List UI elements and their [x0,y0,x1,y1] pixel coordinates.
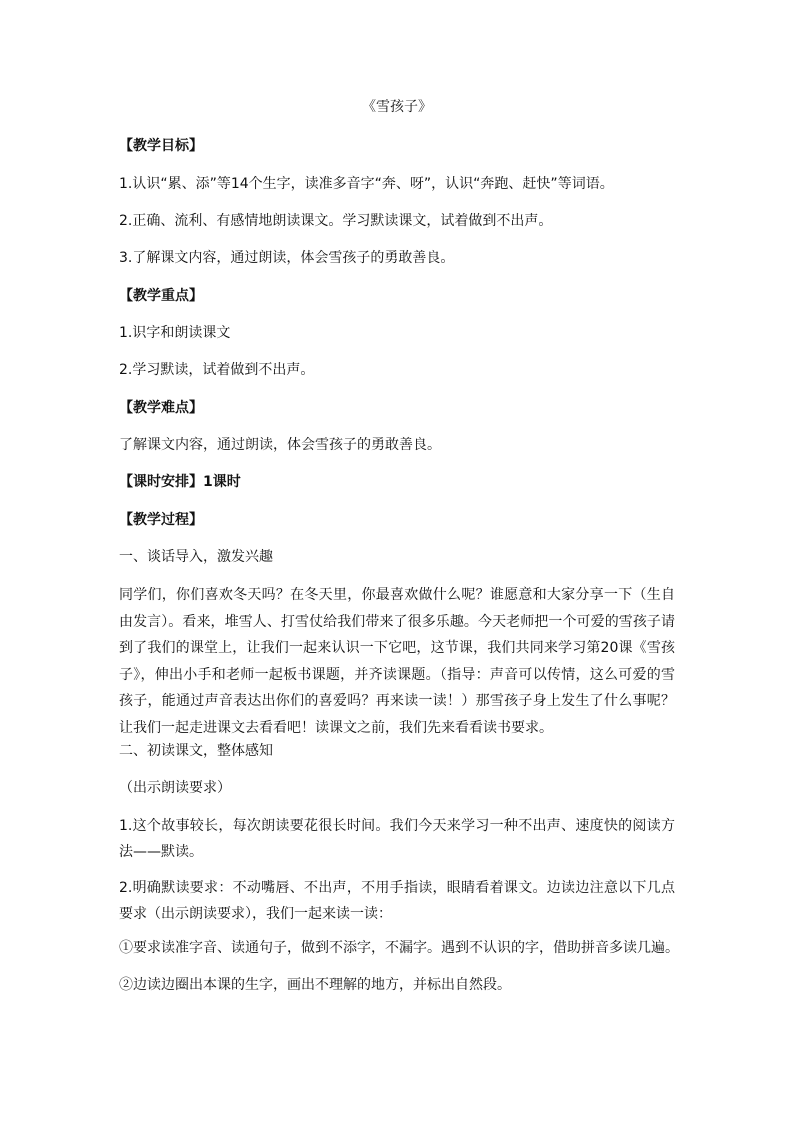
section-2-paragraph-1: 1.这个故事较长，每次朗读要花很长时间。我们今天来学习一种不出声、速度快的阅读方法——默读。 [119,818,675,860]
section-2-title: 二、初读课文，整体感知 [119,743,273,759]
requirement-2: ②边读边圈出本课的生字，画出不理解的地方，并标出自然段。 [119,977,511,993]
requirement-1: ①要求读准字音、读通句子，做到不添字，不漏字。遇到不认识的字，借助拼音多读几遍。 [119,940,679,956]
section-2-note: （出示朗读要求） [119,780,231,796]
document-title: 《雪孩子》 [362,99,432,115]
section-2-paragraph-2: 2.明确默读要求：不动嘴唇、不出声，不用手指读，眼睛看着课文。边读边注意以下几点要求（出示朗读要求），我们一起来读一读： [119,880,675,922]
schedule-line: 【课时安排】1课时 [119,474,241,490]
goal-item-3: 3.了解课文内容，通过朗读，体会雪孩子的勇敢善良。 [119,250,455,266]
goal-item-2: 2.正确、流利、有感情地朗读课文。学习默读课文，试着做到不出声。 [119,213,553,229]
heading-difficulties: 【教学难点】 [119,400,203,416]
difficulty-item: 了解课文内容，通过朗读，体会雪孩子的勇敢善良。 [119,437,441,453]
section-1-paragraph: 同学们，你们喜欢冬天吗？在冬天里，你最喜欢做什么呢？谁愿意和大家分享一下（生自由发言）。看来，堆雪人、打雪仗给我们带来了很多乐趣。今天老师把一个可爱的雪孩子请到了我们的课堂上，让我们一起来认识一下它吧，这节课，我们共同来学习第20课《雪孩子》，伸出小手和老师一起板书课题，并齐读课题。（指导：声音可以传情，这么可爱的雪孩子，能通过声音表达出你们的喜爱吗？再来读一读！）那雪孩子身上发生了什么事呢？让我们一起走进课文去看看吧！读课文之前，我们先来看看读书要求。 [119,587,675,736]
section-1-title: 一、谈话导入，激发兴趣 [119,549,273,565]
heading-key-points: 【教学重点】 [119,288,203,304]
goal-item-1: 1.认识“累、添”等14个生字，读准多音字“奔、呀”，认识“奔跑、赶快”等词语。 [119,176,614,192]
key-point-1: 1.识字和朗读课文 [119,325,231,341]
heading-teaching-goals: 【教学目标】 [119,138,203,154]
key-point-2: 2.学习默读，试着做到不出声。 [119,362,315,378]
heading-process: 【教学过程】 [119,512,203,528]
